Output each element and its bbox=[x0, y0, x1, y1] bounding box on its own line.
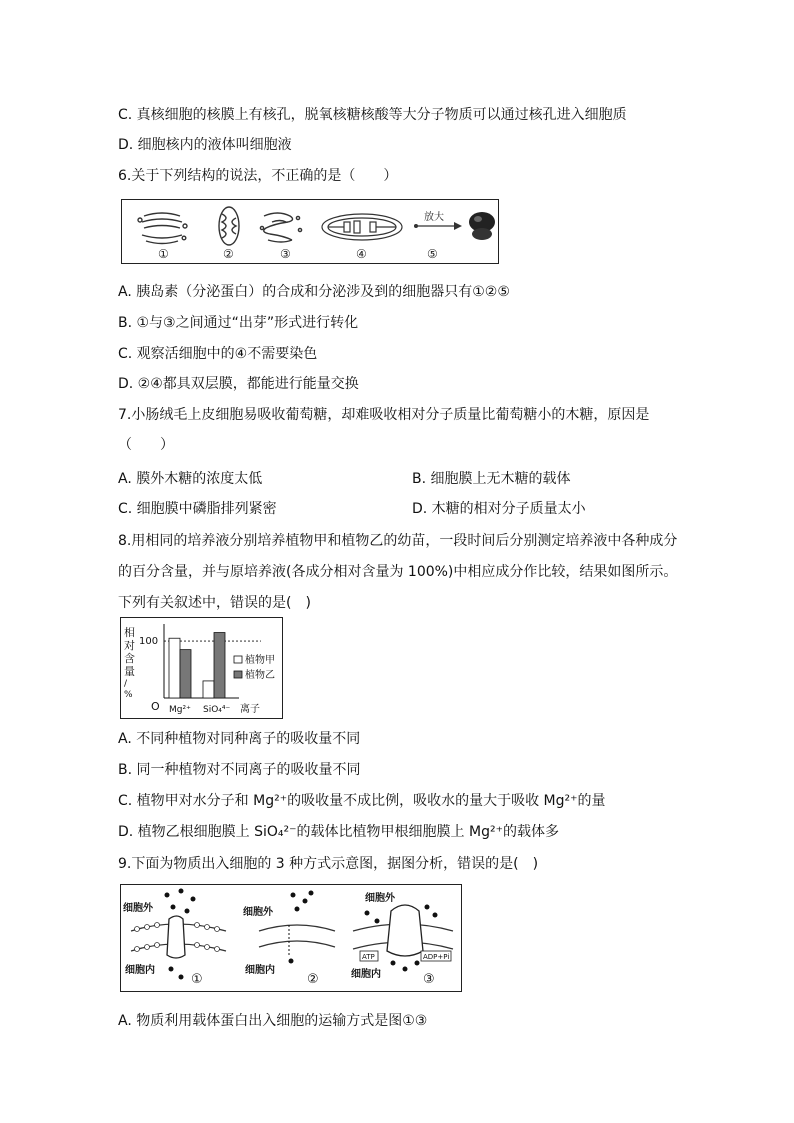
option-a-q9: A. 物质利用载体蛋白出入细胞的运输方式是图①③ bbox=[118, 1013, 428, 1029]
ylabel-char-2: 对 bbox=[124, 639, 135, 652]
ion-chart bbox=[121, 618, 282, 718]
ribosome-drawing bbox=[469, 212, 495, 240]
arrow-head-icon bbox=[454, 222, 462, 230]
label-2: ② bbox=[223, 247, 234, 261]
category-label-mg: Mg²⁺ bbox=[169, 705, 191, 715]
transport-label-2: ② bbox=[307, 972, 319, 987]
option-b-q7: B. 细胞膜上无木糖的载体 bbox=[412, 471, 571, 487]
ylabel-char-4: 量 bbox=[124, 665, 135, 678]
organelle-figure bbox=[121, 199, 499, 264]
ylabel-char-5: / bbox=[124, 679, 128, 689]
option-c-q8: C. 植物甲对水分子和 Mg²⁺的吸收量不成比例，吸收水的量大于吸收 Mg²⁺的量 bbox=[118, 793, 606, 809]
golgi-drawing bbox=[138, 213, 187, 244]
category-label-sio4: SiO₄⁴⁻ bbox=[203, 705, 231, 715]
inside-label-1: 细胞内 bbox=[125, 965, 155, 976]
option-d-q7: D. 木糖的相对分子质量太小 bbox=[412, 501, 586, 517]
question-8-line2: 的百分含量，并与原培养液(各成分相对含量为 100%)中相应成分作比较，结果如图所示。 bbox=[118, 564, 678, 580]
bar-jia-1 bbox=[203, 681, 214, 698]
bar-jia-0 bbox=[169, 638, 180, 698]
transport-label-3: ③ bbox=[423, 972, 435, 987]
legend-swatch-yi bbox=[234, 671, 242, 678]
option-a-q8: A. 不同种植物对同种离子的吸收量不同 bbox=[118, 731, 361, 747]
dot-icon bbox=[414, 224, 418, 228]
origin-label: O bbox=[151, 700, 160, 713]
question-9: 9.下面为物质出入细胞的 3 种方式示意图，据图分析，错误的是( ) bbox=[118, 856, 539, 872]
organelle-drawing bbox=[122, 200, 498, 263]
inside-label-2: 细胞内 bbox=[245, 965, 275, 976]
question-8-line3: 下列有关叙述中，错误的是( ) bbox=[118, 595, 311, 611]
option-c-q6: C. 观察活细胞中的④不需要染色 bbox=[118, 346, 318, 362]
particles-2 bbox=[289, 891, 314, 964]
atp-label: ATP bbox=[362, 953, 375, 961]
outside-label-1: 细胞外 bbox=[123, 903, 153, 914]
option-b-q8: B. 同一种植物对不同离子的吸收量不同 bbox=[118, 762, 361, 778]
outside-label-2: 细胞外 bbox=[243, 907, 273, 918]
inside-label-3: 细胞内 bbox=[351, 969, 381, 980]
option-a-q6: A. 胰岛素（分泌蛋白）的合成和分泌涉及到的细胞器只有①②⑤ bbox=[118, 284, 510, 300]
ion-chart-box bbox=[120, 617, 283, 719]
bar-yi-1 bbox=[214, 633, 225, 698]
er-drawing bbox=[260, 213, 301, 242]
option-d-q6: D. ②④都具双层膜，都能进行能量交换 bbox=[118, 376, 359, 392]
channel-protein-1 bbox=[167, 916, 185, 958]
chloroplast-drawing bbox=[322, 214, 402, 240]
label-4: ④ bbox=[356, 247, 367, 261]
tick-100: 100 bbox=[139, 636, 159, 647]
question-8-line1: 8.用相同的培养液分别培养植物甲和植物乙的幼苗，一段时间后分别测定培养液中各种成分 bbox=[118, 533, 678, 549]
legend-label-yi: 植物乙 bbox=[245, 670, 275, 681]
option-b-q6: B. ①与③之间通过“出芽”形式进行转化 bbox=[118, 315, 359, 331]
question-6: 6.关于下列结构的说法，不正确的是（ ） bbox=[118, 168, 398, 184]
question-7-line1: 7.小肠绒毛上皮细胞易吸收葡萄糖，却难吸收相对分子质量比葡萄糖小的木糖，原因是 bbox=[118, 407, 650, 423]
enlarge-label: 放大 bbox=[424, 212, 444, 223]
xlabel: 离子 bbox=[240, 704, 260, 715]
transport-figure bbox=[120, 884, 462, 992]
option-a-q7: A. 膜外木糖的浓度太低 bbox=[118, 471, 263, 487]
label-1: ① bbox=[158, 247, 169, 261]
option-c-q7: C. 细胞膜中磷脂排列紧密 bbox=[118, 501, 277, 517]
label-3: ③ bbox=[280, 247, 291, 261]
transport-drawing bbox=[121, 885, 461, 991]
option-d-q5: D. 细胞核内的液体叫细胞液 bbox=[118, 137, 292, 153]
ylabel-char-1: 相 bbox=[124, 626, 135, 639]
adp-label: ADP+Pi bbox=[423, 953, 450, 961]
outside-label-3: 细胞外 bbox=[365, 893, 395, 904]
membrane-2 bbox=[259, 925, 335, 947]
legend-label-jia: 植物甲 bbox=[245, 655, 275, 666]
mitochondrion-drawing bbox=[219, 207, 239, 245]
legend-swatch-jia bbox=[234, 656, 242, 663]
option-d-q8: D. 植物乙根细胞膜上 SiO₄²⁻的载体比植物甲根细胞膜上 Mg²⁺的载体多 bbox=[118, 824, 559, 840]
ylabel-char-3: 含 bbox=[124, 652, 135, 665]
carrier-protein-3 bbox=[387, 905, 423, 956]
question-7-line2: （ ） bbox=[118, 437, 174, 453]
label-5: ⑤ bbox=[427, 247, 438, 261]
option-c-q5: C. 真核细胞的核膜上有核孔，脱氧核糖核酸等大分子物质可以通过核孔进入细胞质 bbox=[118, 107, 627, 123]
transport-label-1: ① bbox=[191, 972, 203, 987]
ylabel-char-6: % bbox=[124, 690, 133, 700]
bar-yi-0 bbox=[180, 650, 191, 698]
